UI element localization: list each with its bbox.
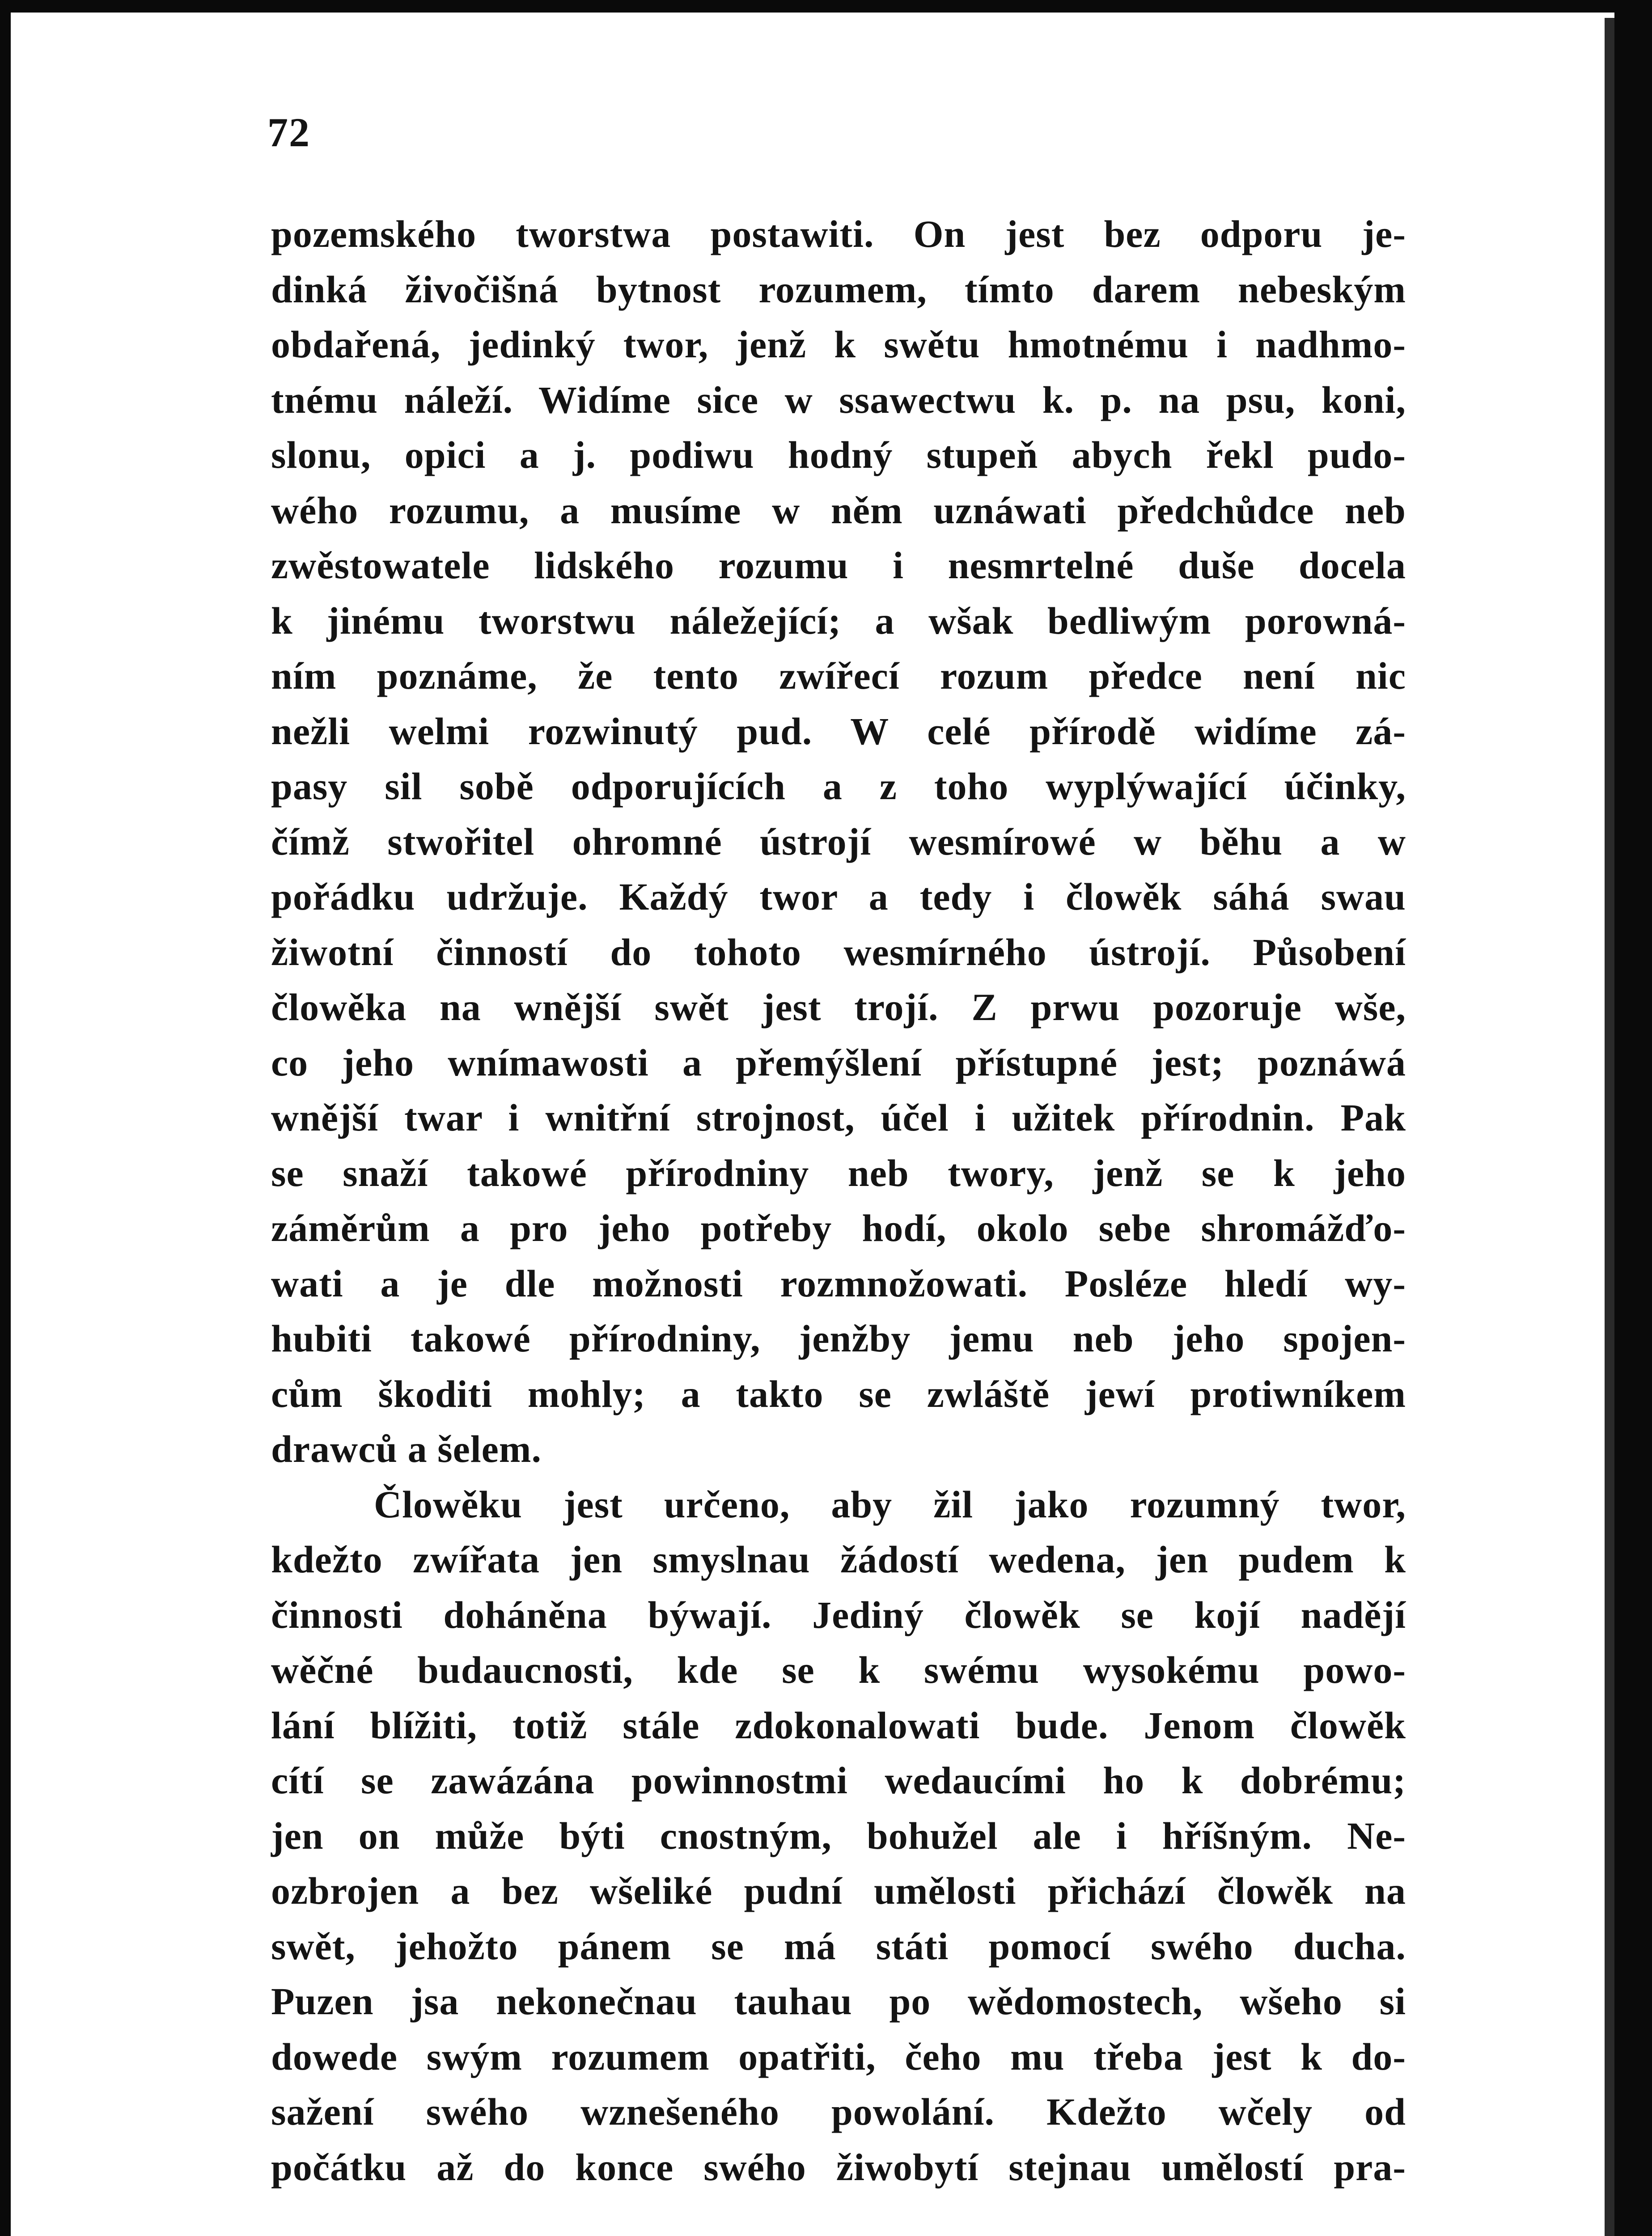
text-line: dinká živočišná bytnost rozumem, tímto darem nebeským [271, 267, 1406, 311]
text-line: ozbrojen a bez wšeliké pudní umělosti přichází člowěk na [271, 1869, 1406, 1912]
page-number: 72 [267, 110, 310, 155]
text-line: žiwotní činností do tohoto wesmírného ústrojí. Působení [271, 930, 1406, 974]
text-line: ním poznáme, že tento zwířecí rozum předce není nic [271, 654, 1406, 697]
scan-border-top [0, 0, 1652, 13]
text-line: obdařená, jedinký twor, jenž k swětu hmotnému i nadhmo- [271, 323, 1406, 366]
text-line: tnému náleží. Widíme sice w ssawectwu k. p. na psu, koni, [271, 378, 1406, 421]
text-line: Puzen jsa nekonečnau tauhau po wědomostech, wšeho si [271, 1980, 1406, 2023]
text-line: čímž stwořitel ohromné ústrojí wesmírowé w běhu a w [271, 820, 1406, 863]
text-line: sažení swého wznešeného powolání. Kdežto wčely od [271, 2090, 1406, 2133]
scan-border-right-inner [1605, 18, 1614, 2236]
text-line: činnosti doháněna býwají. Jediný člowěk se kojí nadějí [271, 1593, 1406, 1636]
text-line: cům škoditi mohly; a takto se zwláště jewí protiwníkem [271, 1372, 1406, 1415]
text-line: lání blížiti, totiž stále zdokonalowati bude. Jenom člowěk [271, 1703, 1406, 1747]
paragraph-end-line: drawců a šelem. [271, 1427, 542, 1470]
text-line: k jinému tworstwu náležející; a wšak bedliwým porowná- [271, 599, 1406, 642]
text-line: dowede swým rozumem opatřiti, čeho mu třeba jest k do- [271, 2035, 1406, 2078]
text-line: záměrům a pro jeho potřeby hodí, okolo sebe shromážďo- [271, 1207, 1406, 1249]
text-line: wnější twar i wnitřní strojnost, účel i užitek přírodnin. Pak [271, 1096, 1406, 1139]
text-line: cítí se zawázána powinnostmi wedaucími ho k dobrému; [271, 1759, 1406, 1802]
text-line: pořádku udržuje. Každý twor a tedy i člowěk sáhá swau [271, 875, 1406, 918]
text-line: slonu, opici a j. podiwu hodný stupeň abych řekl pudo- [271, 433, 1406, 476]
body-text [271, 207, 1406, 2195]
text-line: jen on může býti cnostným, bohužel ale i hříšným. Ne- [271, 1814, 1406, 1857]
text-line: wěčné budaucnosti, kde se k swému wysokému powo- [271, 1648, 1406, 1691]
scan-border-left [0, 0, 11, 2236]
text-line: swět, jehožto pánem se má státi pomocí swého ducha. [271, 1924, 1406, 1968]
text-line: pasy sil sobě odporujících a z toho wyplýwající účinky, [271, 765, 1406, 808]
text-line: wati a je dle možnosti rozmnožowati. Posléze hledí wy- [271, 1262, 1406, 1305]
text-line: co jeho wnímawosti a přemýšlení přístupné jest; poznáwá [271, 1041, 1406, 1084]
text-line: wého rozumu, a musíme w něm uznáwati předchůdce neb [271, 488, 1406, 532]
text-line: se snaží takowé přírodniny neb twory, jenž se k jeho [271, 1151, 1406, 1194]
text-line: kdežto zwířata jen smyslnau žádostí wedena, jen pudem k [271, 1538, 1406, 1581]
paragraph-start-line: Člowěku jest určeno, aby žil jako rozumný twor, [374, 1482, 1406, 1526]
text-line: nežli welmi rozwinutý pud. W celé přírodě widíme zá- [271, 709, 1406, 753]
text-line: hubiti takowé přírodniny, jenžby jemu neb jeho spojen- [271, 1317, 1406, 1360]
scan-border-right [1614, 0, 1652, 2236]
text-line: počátku až do konce swého žiwobytí stejnau umělostí pra- [271, 2145, 1406, 2189]
text-line: zwěstowatele lidského rozumu i nesmrtelné duše docela [271, 544, 1406, 587]
text-line: pozemského tworstwa postawiti. On jest bez odporu je- [271, 212, 1406, 255]
text-line: člowěka na wnější swět jest trojí. Z prwu pozoruje wše, [271, 986, 1406, 1029]
